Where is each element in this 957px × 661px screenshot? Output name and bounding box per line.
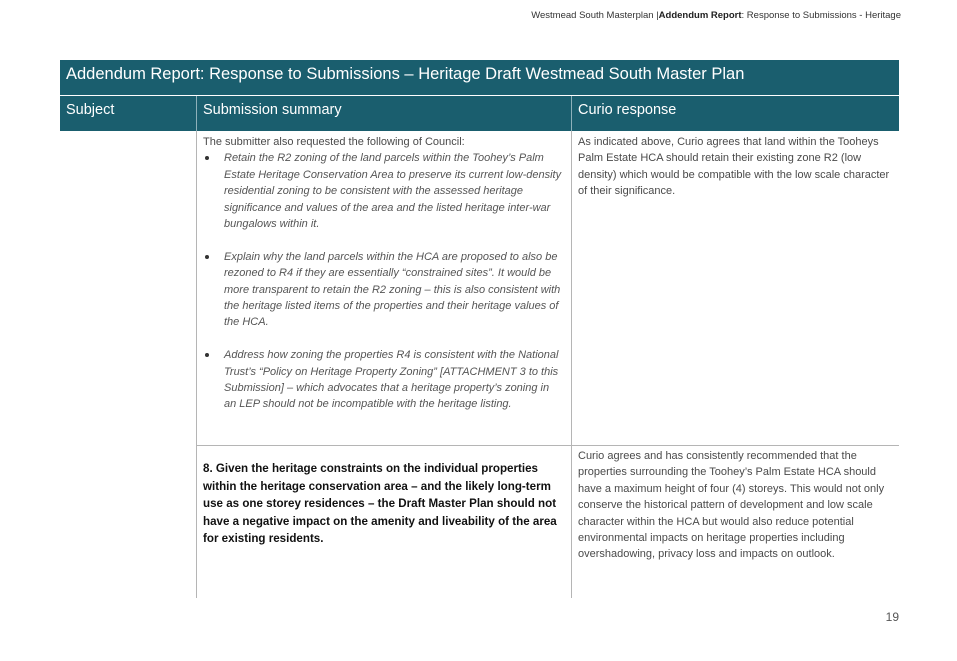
list-item: Address how zoning the properties R4 is consistent with the National Trust’s “Policy on Heritage Property Zoning” [ATTACHMENT 3 to this Submission] – which advocates that a heritage property’s zoning in an LEP should not be incompatible with the heritage listing. (203, 347, 563, 413)
numbered-submission: 8. Given the heritage constraints on the individual properties within the heritage conservation area – and the likely long-term use as one storey residences – the Draft Master Plan should not have a negative impact on the amenity and liveability of the area for existing residents. (203, 462, 557, 545)
response-cell: Curio agrees and has consistently recommended that the properties surrounding the Toohey’s Palm Estate HCA should have a maximum height of four (4) storeys. This would not only conserve the historical pattern of development and low scale character within the HCA but would also reduce potential environmental impacts on heritage properties including overshadowing, privacy loss and impacts on outlook. (578, 450, 885, 561)
column-header-subject: Subject (66, 102, 115, 118)
table-row (203, 134, 563, 429)
running-header-report: Addendum Report (658, 10, 742, 21)
list-item: Explain why the land parcels within the HCA are proposed to also be rezoned to R4 if they are essentially “constrained sites”. It would be more transparent to retain the R2 zoning – this is also consistent with the heritage listed items of the properties and their heritage values of the HCA. (203, 249, 563, 331)
column-divider-right (571, 131, 572, 598)
running-header-docname: Westmead South Masterplan | (531, 10, 659, 21)
column-header-summary: Submission summary (196, 96, 571, 131)
summary-intro: The submitter also requested the following of Council: (203, 136, 465, 148)
table-header-row (60, 96, 899, 131)
submissions-table (60, 60, 899, 598)
list-item: Retain the R2 zoning of the land parcels within the Toohey’s Palm Estate Heritage Conservation Area to preserve its current low-density residential zoning to be consistent with the assessed heritage significance and values of the area and the listed heritage inter-war bungalows within it. (203, 150, 563, 232)
response-cell: As indicated above, Curio agrees that land within the Tooheys Palm Estate HCA should retain their existing zone R2 (low density) which would be compatible with the low scale character of their significance. (578, 136, 890, 198)
page-number: 19 (885, 610, 899, 624)
running-header-section: : Response to Submissions - Heritage (741, 10, 901, 21)
row-divider (196, 445, 899, 446)
running-header (531, 10, 901, 21)
requests-list (203, 150, 563, 412)
column-divider-left (196, 131, 197, 598)
table-title: Addendum Report: Response to Submissions – Heritage Draft Westmead South Master Plan (60, 60, 899, 95)
column-header-response: Curio response (571, 96, 899, 131)
